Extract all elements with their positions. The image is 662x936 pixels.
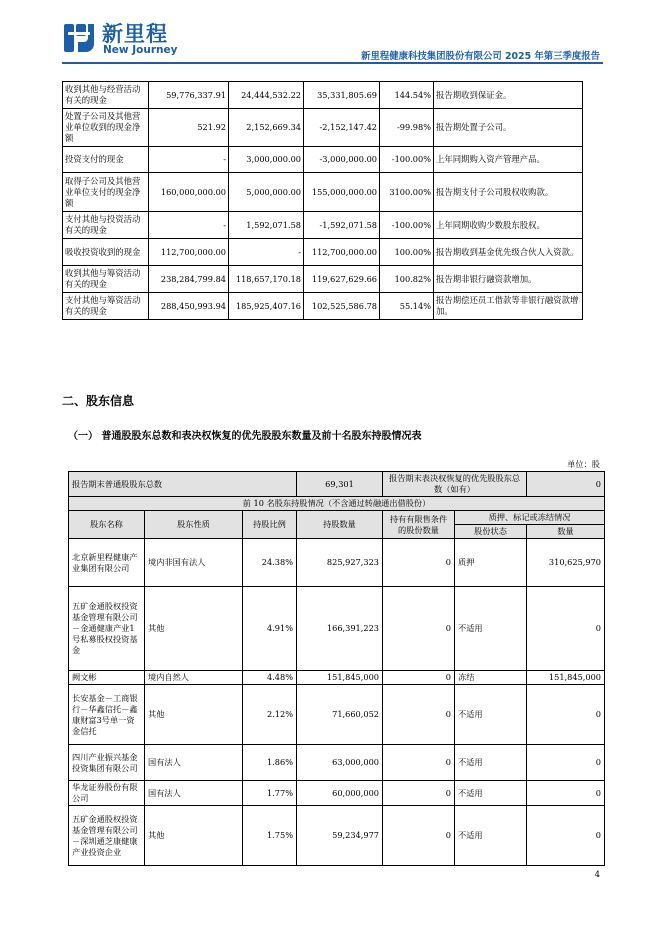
cashflow-item: 处置子公司及其他营业单位收到的现金净额 (63, 109, 149, 147)
cashflow-reason: 报告期非银行融资款增加。 (434, 266, 583, 293)
cashflow-row (63, 266, 583, 293)
col-header-name: 股东名称 (69, 511, 145, 539)
total-holders-label: 报告期末普通股股东总数 (69, 472, 297, 497)
shareholder-nature: 国有法人 (145, 745, 243, 781)
cashflow-ratio: -100.00% (380, 212, 434, 239)
cashflow-reason: 报告期收到保证金。 (434, 82, 583, 109)
col-header-qty: 持股数量 (297, 511, 383, 539)
cashflow-ratio: 3100.00% (380, 173, 434, 212)
shareholder-restricted: 0 (383, 781, 455, 806)
cashflow-current: 238,284,799.84 (149, 266, 229, 293)
shareholder-ratio: 4.48% (243, 671, 297, 685)
shareholder-pledge-count: 0 (527, 806, 605, 866)
cashflow-ratio: 100.00% (380, 239, 434, 266)
shareholder-row (69, 745, 605, 781)
shareholder-status: 不适用 (455, 806, 527, 866)
cashflow-current: 288,450,993.94 (149, 293, 229, 320)
cashflow-current: - (149, 147, 229, 173)
top10-title: 前 10 名股东持股情况（不含通过转融通出借股份） (69, 497, 605, 511)
shareholder-row (69, 806, 605, 866)
cashflow-change: 35,331,805.69 (304, 82, 380, 109)
logo-en-text: New Journey (103, 44, 178, 56)
shareholder-name: 北京新里程健康产业集团有限公司 (69, 539, 145, 587)
pref-holders-label: 报告期末表决权恢复的优先股股东总数（如有） (383, 472, 527, 497)
cashflow-current: - (149, 212, 229, 239)
cashflow-prior: 2,152,669.34 (229, 109, 304, 147)
cashflow-prior: - (229, 239, 304, 266)
cashflow-change: 112,700,000.00 (304, 239, 380, 266)
shareholder-nature: 其他 (145, 587, 243, 671)
cashflow-item: 收到其他与经营活动有关的现金 (63, 82, 149, 109)
cashflow-ratio: -99.98% (380, 109, 434, 147)
shareholder-restricted: 0 (383, 685, 455, 745)
shareholder-qty: 151,845,000 (297, 671, 383, 685)
shareholder-pledge-count: 151,845,000 (527, 671, 605, 685)
total-holders-value: 69,301 (297, 472, 383, 497)
cashflow-row (63, 147, 583, 173)
shareholder-status: 质押 (455, 539, 527, 587)
col-header-nature: 股东性质 (145, 511, 243, 539)
shareholder-ratio: 1.86% (243, 745, 297, 781)
shareholder-qty: 71,660,052 (297, 685, 383, 745)
shareholder-nature: 国有法人 (145, 781, 243, 806)
col-header-ratio: 持股比例 (243, 511, 297, 539)
logo-cn-text: 新里程 (102, 22, 168, 46)
cashflow-change: 119,627,629.66 (304, 266, 380, 293)
report-title: 新里程健康科技集团股份有限公司 2025 年第三季度报告 (361, 51, 600, 62)
cashflow-prior: 5,000,000.00 (229, 173, 304, 212)
shareholder-name: 五矿金通股权投资基金管理有限公司－深圳通芝康健康产业投资企业 (69, 806, 145, 866)
shareholder-row (69, 781, 605, 806)
shareholder-restricted: 0 (383, 671, 455, 685)
page-header (62, 18, 602, 62)
cashflow-current: 59,776,337.91 (149, 82, 229, 109)
shareholder-nature: 境内非国有法人 (145, 539, 243, 587)
cashflow-reason: 上年同期购入资产管理产品。 (434, 147, 583, 173)
cashflow-row (63, 82, 583, 109)
shareholder-restricted: 0 (383, 587, 455, 671)
shareholder-qty: 59,234,977 (297, 806, 383, 866)
cashflow-reason: 上年同期收购少数股东股权。 (434, 212, 583, 239)
cashflow-row (63, 239, 583, 266)
shareholder-name: 五矿金通股权投资基金管理有限公司－金通健康产业1号私募股权投资基金 (69, 587, 145, 671)
cashflow-prior: 118,657,170.18 (229, 266, 304, 293)
unit-label: 单位：股 (567, 459, 600, 469)
header-divider (62, 62, 603, 64)
cashflow-row (63, 109, 583, 147)
col-header-pledge-group: 质押、标记或冻结情况 (455, 511, 605, 525)
cashflow-current: 112,700,000.00 (149, 239, 229, 266)
cashflow-prior: 1,592,071.58 (229, 212, 304, 239)
shareholder-ratio: 24.38% (243, 539, 297, 587)
col-header-status: 股份状态 (455, 525, 527, 539)
cashflow-ratio: 144.54% (380, 82, 434, 109)
shareholder-nature: 其他 (145, 685, 243, 745)
shareholder-pledge-count: 0 (527, 587, 605, 671)
cashflow-ratio: 100.82% (380, 266, 434, 293)
shareholder-qty: 825,927,323 (297, 539, 383, 587)
shareholder-pledge-count: 0 (527, 781, 605, 806)
shareholder-qty: 60,000,000 (297, 781, 383, 806)
cashflow-change: 102,525,586.78 (304, 293, 380, 320)
shareholder-nature: 其他 (145, 806, 243, 866)
cashflow-reason: 报告期偿还员工借款等非银行融资款增加。 (434, 293, 583, 320)
shareholder-restricted: 0 (383, 539, 455, 587)
subsection-heading: （一） 普通股股东总数和表决权恢复的优先股股东数量及前十名股东持股情况表 (68, 431, 422, 442)
shareholder-status: 不适用 (455, 745, 527, 781)
cashflow-item: 支付其他与投资活动有关的现金 (63, 212, 149, 239)
shareholder-qty: 63,000,000 (297, 745, 383, 781)
section-heading: 二、股东信息 (62, 394, 135, 408)
shareholder-ratio: 1.77% (243, 781, 297, 806)
cashflow-change: -3,000,000.00 (304, 147, 380, 173)
cashflow-reason: 报告期收到基金优先级合伙人入资款。 (434, 239, 583, 266)
shareholder-qty: 166,391,223 (297, 587, 383, 671)
cashflow-item: 吸收投资收到的现金 (63, 239, 149, 266)
cashflow-change-table (62, 81, 583, 320)
shareholder-ratio: 2.12% (243, 685, 297, 745)
shareholder-restricted: 0 (383, 806, 455, 866)
shareholder-row (69, 671, 605, 685)
cashflow-change: -2,152,147.42 (304, 109, 380, 147)
cashflow-ratio: 55.14% (380, 293, 434, 320)
pref-holders-value: 0 (527, 472, 605, 497)
cashflow-reason: 报告期支付子公司股权收购款。 (434, 173, 583, 212)
shareholder-status: 不适用 (455, 685, 527, 745)
shareholder-restricted: 0 (383, 745, 455, 781)
col-header-count: 数量 (527, 525, 605, 539)
cashflow-prior: 24,444,532.22 (229, 82, 304, 109)
cashflow-current: 521.92 (149, 109, 229, 147)
shareholder-ratio: 1.75% (243, 806, 297, 866)
cashflow-row (63, 212, 583, 239)
shareholder-row (69, 685, 605, 745)
cashflow-item: 取得子公司及其他营业单位支付的现金净额 (63, 173, 149, 212)
cashflow-item: 收到其他与筹资活动有关的现金 (63, 266, 149, 293)
cashflow-reason: 报告期处置子公司。 (434, 109, 583, 147)
cashflow-item: 支付其他与筹资活动有关的现金 (63, 293, 149, 320)
shareholder-pledge-count: 0 (527, 745, 605, 781)
shareholder-name: 四川产业振兴基金投资集团有限公司 (69, 745, 145, 781)
shareholder-nature: 境内自然人 (145, 671, 243, 685)
cashflow-prior: 185,925,407.16 (229, 293, 304, 320)
cashflow-change: -1,592,071.58 (304, 212, 380, 239)
top10-title-row (69, 497, 605, 511)
cashflow-current: 160,000,000.00 (149, 173, 229, 212)
shareholder-status: 冻结 (455, 671, 527, 685)
col-header-restricted: 持有有限售条件的股份数量 (383, 511, 455, 539)
shareholder-name: 华龙证券股份有限公司 (69, 781, 145, 806)
shareholder-row (69, 539, 605, 587)
cashflow-prior: 3,000,000.00 (229, 147, 304, 173)
cashflow-item: 投资支付的现金 (63, 147, 149, 173)
cashflow-row (63, 293, 583, 320)
shareholder-ratio: 4.91% (243, 587, 297, 671)
shareholder-status: 不适用 (455, 587, 527, 671)
new-journey-logo-icon (62, 20, 98, 56)
cashflow-change: 155,000,000.00 (304, 173, 380, 212)
shareholder-status: 不适用 (455, 781, 527, 806)
shareholders-table (68, 471, 605, 866)
shareholder-row (69, 587, 605, 671)
cashflow-ratio: -100.00% (380, 147, 434, 173)
cashflow-row (63, 173, 583, 212)
column-header-row (69, 511, 605, 525)
shareholder-name: 阙文彬 (69, 671, 145, 685)
page-number: 4 (594, 870, 600, 880)
shareholder-pledge-count: 0 (527, 685, 605, 745)
shareholder-name: 长安基金－工商银行－华鑫信托－鑫康财富3号单一资金信托 (69, 685, 145, 745)
summary-row (69, 472, 605, 497)
shareholder-pledge-count: 310,625,970 (527, 539, 605, 587)
